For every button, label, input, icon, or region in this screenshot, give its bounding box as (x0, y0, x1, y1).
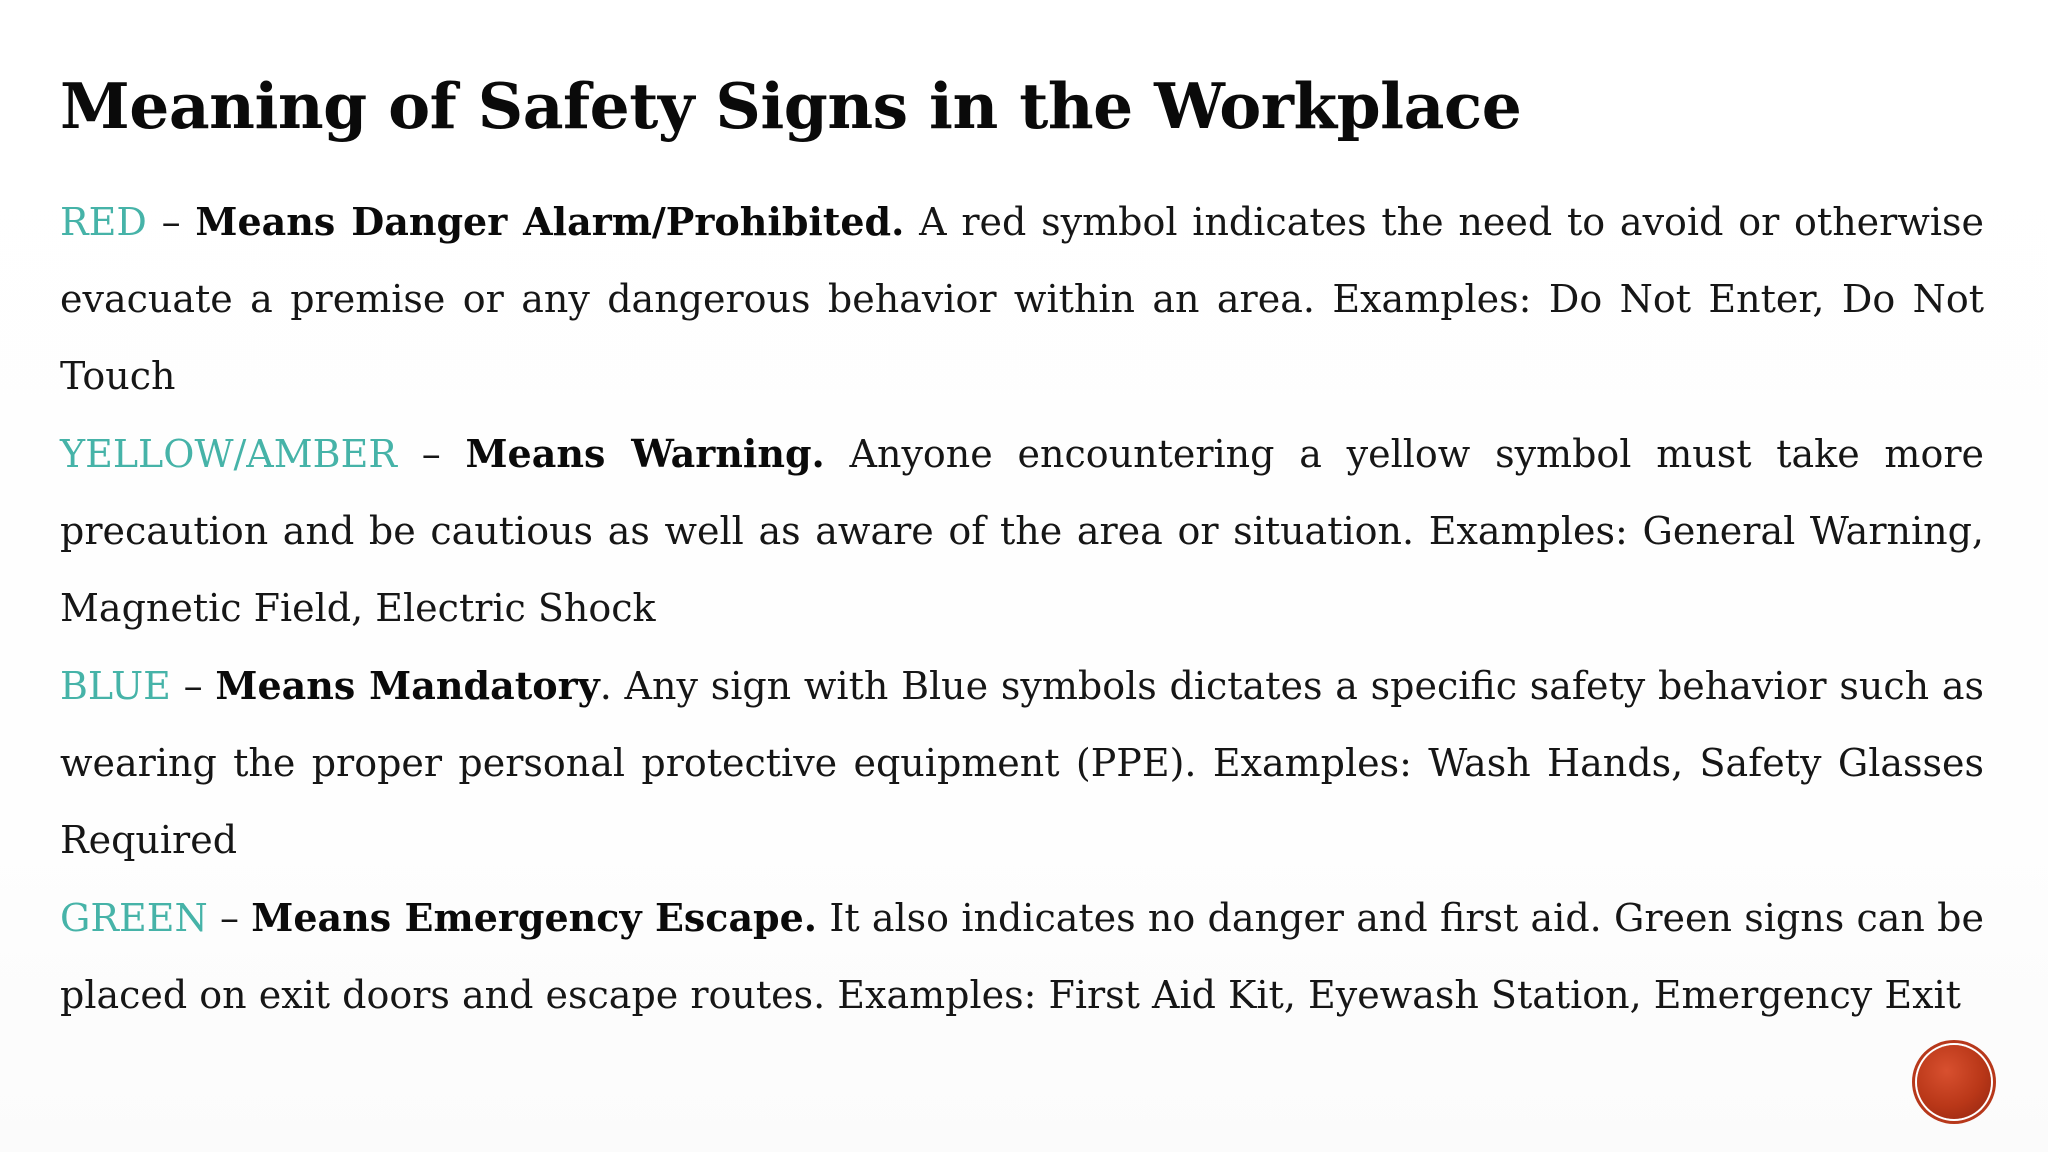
section-blue (60, 647, 1984, 879)
meaning-red: Means Danger Alarm/Prohibited. (195, 199, 905, 244)
dash: – (396, 432, 466, 476)
description-blue: . Any sign with Blue symbols dictates a specific safety behavior such as wearing the proper personal protective equipment (PPE). Examples: Wash Hands, Safety Glasses Required (60, 664, 1984, 862)
description-yellow-amber: Anyone encountering a yellow symbol must take more precaution and be cautious as well as aware of the area or situation. Examples: General Warning, Magnetic Field, Electric Shock (60, 432, 1985, 630)
section-red (60, 183, 1984, 415)
meaning-yellow-amber: Means Warning. (465, 431, 825, 476)
slide-body (60, 183, 1984, 1034)
dash: – (170, 664, 216, 708)
color-name-blue: BLUE (60, 664, 171, 708)
dash: – (146, 200, 196, 244)
logo-circle-icon (1917, 1045, 1991, 1119)
slide-title: Meaning of Safety Signs in the Workplace (60, 69, 1522, 143)
description-green: It also indicates no danger and first aid. Green signs can be placed on exit doors and escape routes. Examples: First Aid Kit, Eyewash Station, Emergency Exit (60, 896, 1984, 1017)
color-name-red: RED (60, 200, 147, 244)
section-yellow-amber (60, 415, 1984, 647)
dash: – (207, 896, 252, 940)
description-red: A red symbol indicates the need to avoid or otherwise evacuate a premise or any dangerous behavior within an area. Examples: Do Not Enter, Do Not Touch (60, 200, 1984, 398)
color-name-green: GREEN (60, 896, 208, 940)
color-name-yellow-amber: YELLOW/AMBER (60, 432, 397, 476)
meaning-green: Means Emergency Escape. (251, 895, 818, 940)
meaning-blue: Means Mandatory (215, 663, 600, 708)
section-green (60, 879, 1984, 1034)
